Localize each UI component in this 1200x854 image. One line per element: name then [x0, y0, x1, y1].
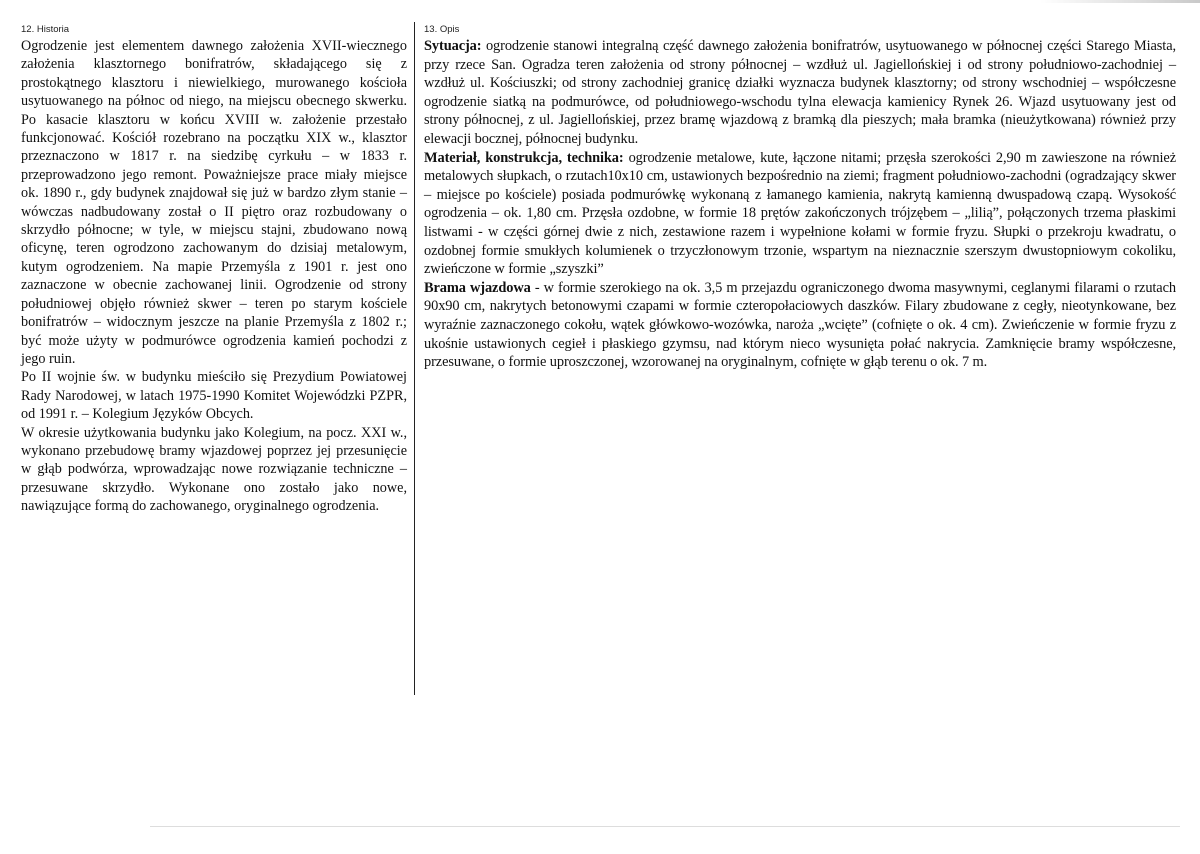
description-section-label: 13. Opis — [424, 24, 460, 35]
situation-heading: Sytuacja: — [424, 38, 482, 54]
gate-text: - w formie szerokiego na ok. 3,5 m przejazdu ograniczonego dwoma masywnymi, ceglanymi filarami o rzutach 90x90 cm, nakrytych betonowymi czapami w formie czteropołaciowych daszków. Filary zbudowane z cegły, nieotynkowane, bez wyraźnie zaznaczonego cokołu, wątek główkowo-wozówka, naroża „wcięte” (cofnięte o ok. 4 cm). Zwieńczenie w formie fryzu z ukośnie ustawionych cegieł i płaskiego gzymsu, nad którym nieco wysunięta połać nakrycia. Zamknięcie bramy współczesne, przesuwane, o formie uproszczonej, wzorowanej na oryginalnym, cofnięte w głąb terenu o ok. 7 m. — [424, 279, 1176, 371]
history-section-label: 12. Historia — [21, 24, 70, 35]
description-paragraph-material — [424, 149, 1176, 279]
scan-edge-bottom — [150, 826, 1180, 827]
material-heading: Materiał, konstrukcja, technika: — [424, 149, 624, 166]
situation-text: ogrodzenie stanowi integralną część dawnego założenia bonifratrów, usytuowanego w północnej części Starego Miasta, przy rzece San. Ogradza teren założenia od strony północnej – wzdłuż ul. Jagiellońskiej i od strony południowo-zachodniej – wzdłuż ul. Kościuszki; od strony zachodniej granicę działki wyznacza budynek klasztorny; od strony wschodniej – współczesne ogrodzenie siatką na podmurówce, od południowego-wschodu tylna elewacja kamienicy Rynek 26. Wjazd usytuowany jest od strony północnej, z ul. Jagiellońskiej, przez bramę wjazdową z bramką dla pieszych; mała bramka (nieużytkowana) również przy elewacji bocznej, północnej budynku. — [424, 38, 1176, 147]
gate-heading: Brama wjazdowa — [424, 279, 531, 296]
history-paragraph: Po II wojnie św. w budynku mieściło się Prezydium Powiatowej Rady Narodowej, w latach 1975-1990 Komitet Wojewódzki PZPR, od 1991 r. – Kolegium Języków Obcych. — [21, 369, 407, 423]
material-text: ogrodzenie metalowe, kute, łączone nitami; przęsła szerokości 2,90 m zawieszone na również metalowych słupkach, o rzutach10x10 cm, ustawionych bezpośrednio na ziemi; fragment południowo-zachodni (ogradzający skwer – miejsce po kościele) posiada podmurówkę wykonaną z łamanego kamienia, nakrytą kamienną dwuspadową czapą. Wysokość ogrodzenia – ok. 1,80 cm. Przęsła ozdobne, w formie 18 prętów zakończonych trójzębem – „lilią”, połączonych trzema płaskimi listwami - w części górnej dwie z nich, zestawione razem i wypełnione kołami w formie fryzu. Słupki o przekroju kwadratu, o ozdobnej formie smukłych kolumienek o trzyczłonowym trzonie, wspartym na nieznacznie szerszym dwustopniowym cokoliku, zwieńczone w formie „szyszki” — [424, 149, 1177, 278]
description-paragraph-situation — [424, 37, 1176, 149]
description-column — [418, 22, 1180, 371]
description-paragraph-gate — [424, 279, 1176, 372]
history-column — [15, 22, 413, 695]
document-table — [15, 22, 1180, 695]
column-divider — [414, 22, 415, 695]
history-paragraph: Ogrodzenie jest elementem dawnego założenia XVII-wiecznego założenia klasztornego bonifratrów, składającego się z prostokątnego klasztoru i niewielkiego, murowanego kościoła usytuowanego na północ od niego, na miejscu obecnego skwerku. Po kasacie klasztoru w końcu XVIII w. założenie przestało funkcjonować. Kościół rozebrano na początku XIX w., klasztor przeznaczono w 1817 r. na siedzibę cyrkułu – w 1833 r. przeprowadzono jego remont. Poważniejsze prace miały miejsce ok. 1890 r., gdy budynek znajdował się już w bardzo złym stanie – wówczas nadbudowany został o II piętro oraz rozbudowany o skrzydło północne; w tyle, w miejscu stajni, zbudowano nową oficynę, teren ogrodzono zachowanym do dzisiaj metalowym, kutym ogrodzeniem. Na mapie Przemyśla z 1901 r. jest ono zaznaczone w obecnie zachowanej linii. Ogrodzenie od strony południowej objęło również skwer – teren po starym kościele bonifratrów – widocznym jeszcze na planie Przemyśla z 1802 r.; być może użyty w podmurówce ogrodzenia kamień pochodzi z jego ruin. — [21, 38, 407, 367]
scan-edge-top — [1040, 0, 1200, 3]
history-paragraph: W okresie użytkowania budynku jako Kolegium, na pocz. XXI w., wykonano przebudowę bramy wjazdowej poprzez jej przesunięcie w głąb podwórza, wprowadzając nowe rozwiązanie techniczne – przesuwane skrzydło. Wykonane ono zostało jako nowe, nawiązujące formą do zachowanego, oryginalnego ogrodzenia. — [21, 424, 407, 515]
